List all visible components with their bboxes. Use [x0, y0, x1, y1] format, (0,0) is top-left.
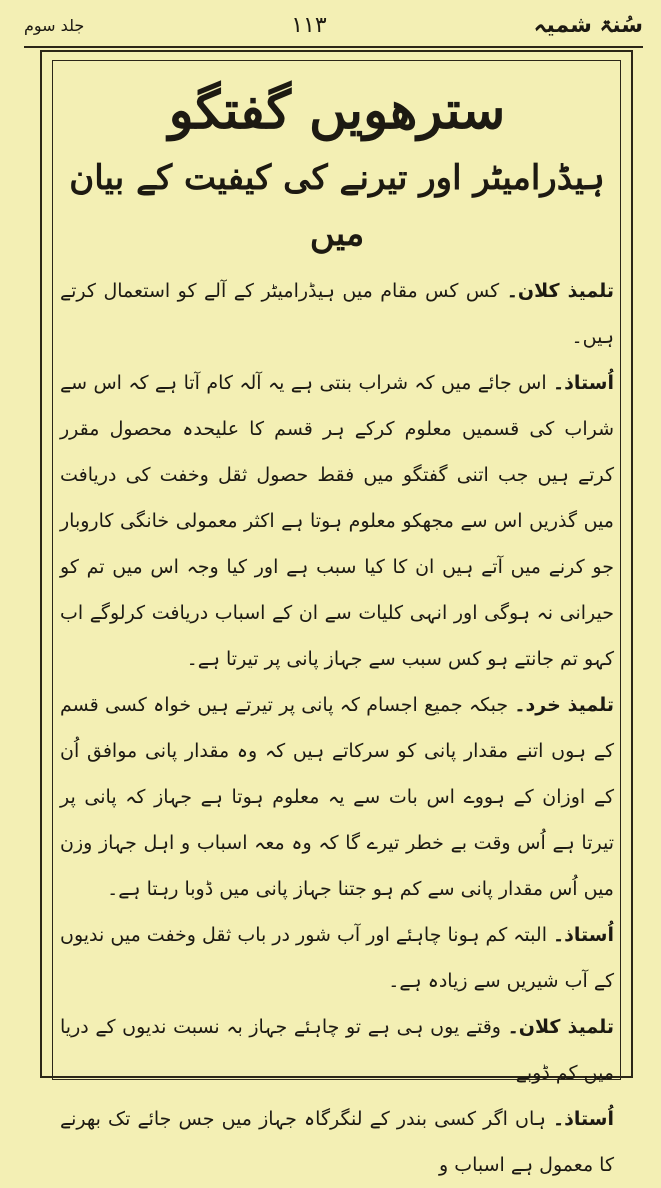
book-title-header: سُنۃ شمیہ	[533, 12, 643, 38]
paragraph-text: البتہ کم ہونا چاہئے اور آب شور در باب ثقل وخفت میں ندیوں کے آب شیریں سے زیادہ ہے۔	[60, 924, 614, 992]
speaker-label: تلمیذ کلان۔	[507, 1016, 614, 1038]
speaker-label: اُستاذ۔	[553, 924, 614, 946]
page-number: ۱۱۳	[291, 12, 327, 38]
paragraph	[60, 682, 614, 912]
chapter-subtitle: ہیڈرامیٹر اور تیرنے کی کیفیت کے بیان میں	[69, 158, 605, 254]
paragraph-text: جبکہ جمیع اجسام کہ پانی پر تیرتے ہیں خواہ کسی قسم کے ہوں اتنے مقدار پانی کو سرکاتے ہیں کہ وہ مقدار پانی موافق اُن کے اوزان کے ہووے اس بات سے یہ معلوم ہوتا ہے جہاز کہ پانی پر تیرتا ہے اُس وقت بے خطر تیرے گا کہ وہ معہ اسباب و اہل جہاز وزن میں اُس مقدار پانی سے کم ہو جتنا جہاز پانی میں ڈوبا رہتا ہے۔	[60, 694, 614, 900]
paragraph-text: ہاں اگر کسی بندر کے لنگرگاہ جہاز میں جس جائے تک بھرنے کا معمول ہے اسباب و	[60, 1108, 614, 1176]
volume-label: جلد سوم	[24, 15, 85, 35]
paragraph	[60, 360, 614, 682]
speaker-label: تلمیذ کلان۔	[506, 280, 614, 302]
paragraph-text: اس جائے میں کہ شراب بنتی ہے یہ آلہ کام آتا ہے کہ اس سے شراب کی قسمیں معلوم کرکے ہر قسم کا علیحدہ محصول مقرر کرتے ہیں جب اتنی گفتگو میں فقط حصول ثقل وخفت کی دریافت میں گذریں اس سے مجھکو معلوم ہوتا ہے اکثر معمولی خانگی کاروبار جو کرنے میں آتے ہیں ان کا کیا سبب ہے اور کیا وجہ اس میں تم کو حیرانی نہ ہوگی اور انہی کلیات سے ان کے اسباب دریافت کرلوگے اب کہو تم جانتے ہو کس سبب سے جہاز پانی پر تیرتا ہے۔	[60, 372, 614, 670]
paragraph	[60, 1096, 614, 1188]
paragraph	[60, 912, 614, 1004]
chapter-title: سترھویں گفتگو	[168, 80, 506, 141]
speaker-label: اُستاذ۔	[553, 1108, 614, 1130]
paragraph	[60, 268, 614, 360]
speaker-label: اُستاذ۔	[553, 372, 614, 394]
paragraph-text: کس کس مقام میں ہیڈرامیٹر کے آلے کو استعمال کرتے ہیں۔	[60, 280, 614, 348]
running-header	[24, 4, 643, 48]
page-content	[60, 64, 614, 1188]
speaker-label: تلمیذ خرد۔	[514, 694, 615, 716]
paragraph	[60, 1004, 614, 1096]
paragraph-text: وقتے یوں ہی ہے تو چاہئے جہاز بہ نسبت ندیوں کے دریا میں کم ڈوبے	[60, 1016, 614, 1084]
